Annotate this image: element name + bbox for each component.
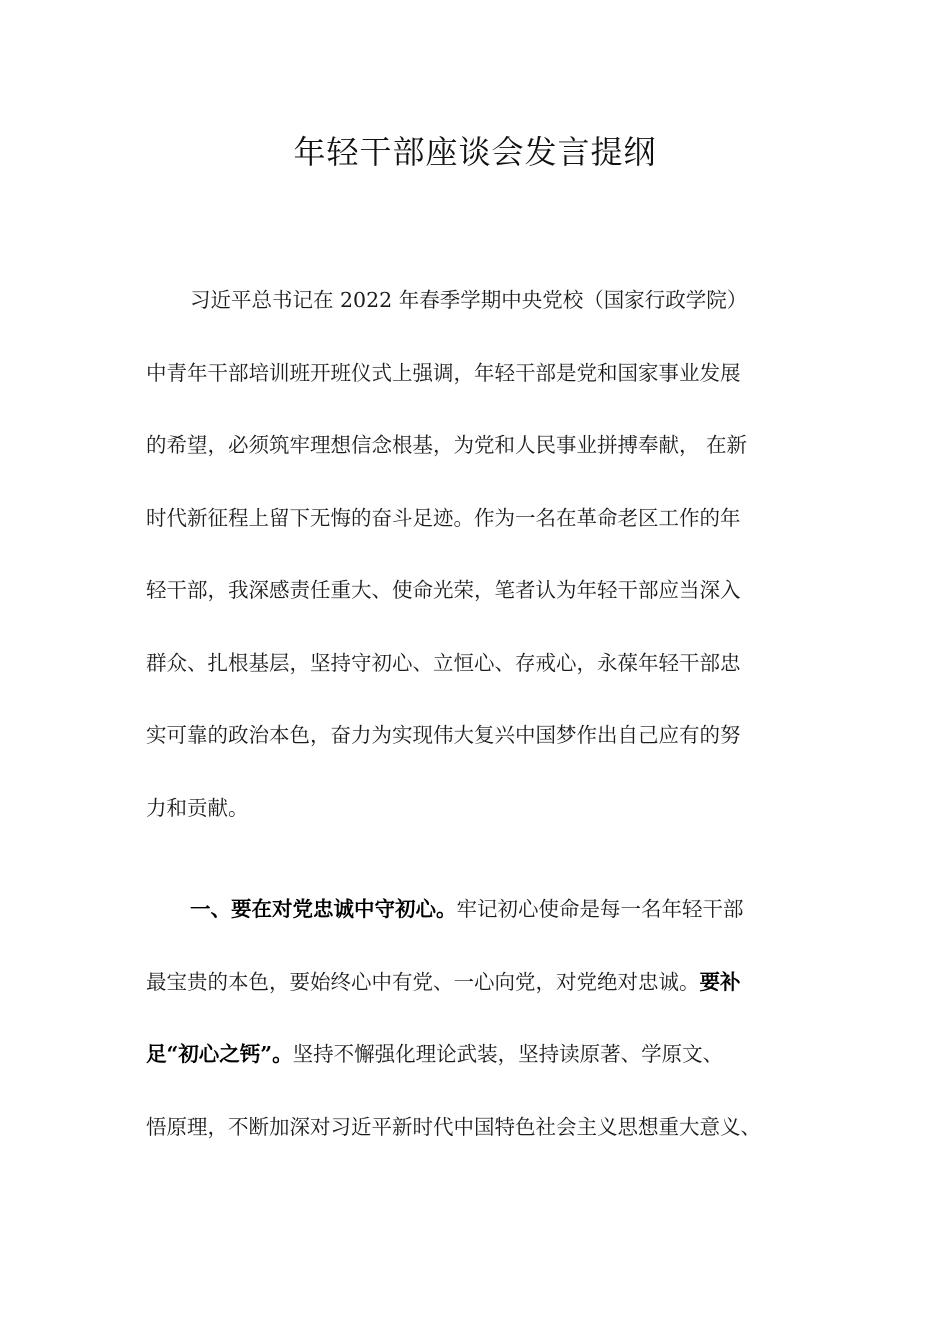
- section-one-line: 悟原理，不断加深对习近平新时代中国特色社会主义思想重大意义、: [146, 1114, 761, 1139]
- intro-line: 时代新征程上留下无悔的奋斗足迹。作为一名在革命老区工作的年: [146, 505, 741, 530]
- intro-line: 中青年干部培训班开班仪式上强调，年轻干部是党和国家事业发展: [146, 360, 741, 385]
- intro-line: 轻干部，我深感责任重大、使命光荣，笔者认为年轻干部应当深入: [146, 578, 741, 602]
- intro-line: 实可靠的政治本色，奋力为实现伟大复兴中国梦作出自己应有的努: [146, 723, 741, 747]
- section-one-subheading: 足“初心之钙”。: [146, 1042, 293, 1066]
- section-one-paragraph: [146, 873, 806, 1163]
- section-one-heading: 一、要在对党忠诚中守初心。: [190, 897, 457, 921]
- section-one-subheading: 要补: [699, 969, 741, 994]
- document-title: 年轻干部座谈会发言提纲: [293, 133, 657, 171]
- intro-paragraph: [146, 264, 806, 844]
- intro-line: 力和贡献。: [146, 795, 249, 820]
- section-one-text: 最宝贵的本色，要始终心中有党、一心向党，对党绝对忠诚。: [146, 969, 700, 994]
- intro-line: 习近平总书记在 2022 年春季学期中央党校（国家行政学院）: [190, 288, 748, 312]
- section-one-line: [146, 1018, 806, 1091]
- section-one-text: 牢记初心使命是每一名年轻干部: [456, 897, 744, 921]
- section-one-text: 坚持不懈强化理论武装，坚持读原著、学原文、: [292, 1042, 724, 1066]
- section-one-line: [146, 873, 806, 946]
- section-one-line: [146, 946, 806, 1019]
- intro-line: 群众、扎根基层，坚持守初心、立恒心、存戒心，永葆年轻干部忠: [146, 650, 741, 675]
- intro-line: 的希望，必须筑牢理想信念根基，为党和人民事业拼搏奉献， 在新: [146, 433, 748, 457]
